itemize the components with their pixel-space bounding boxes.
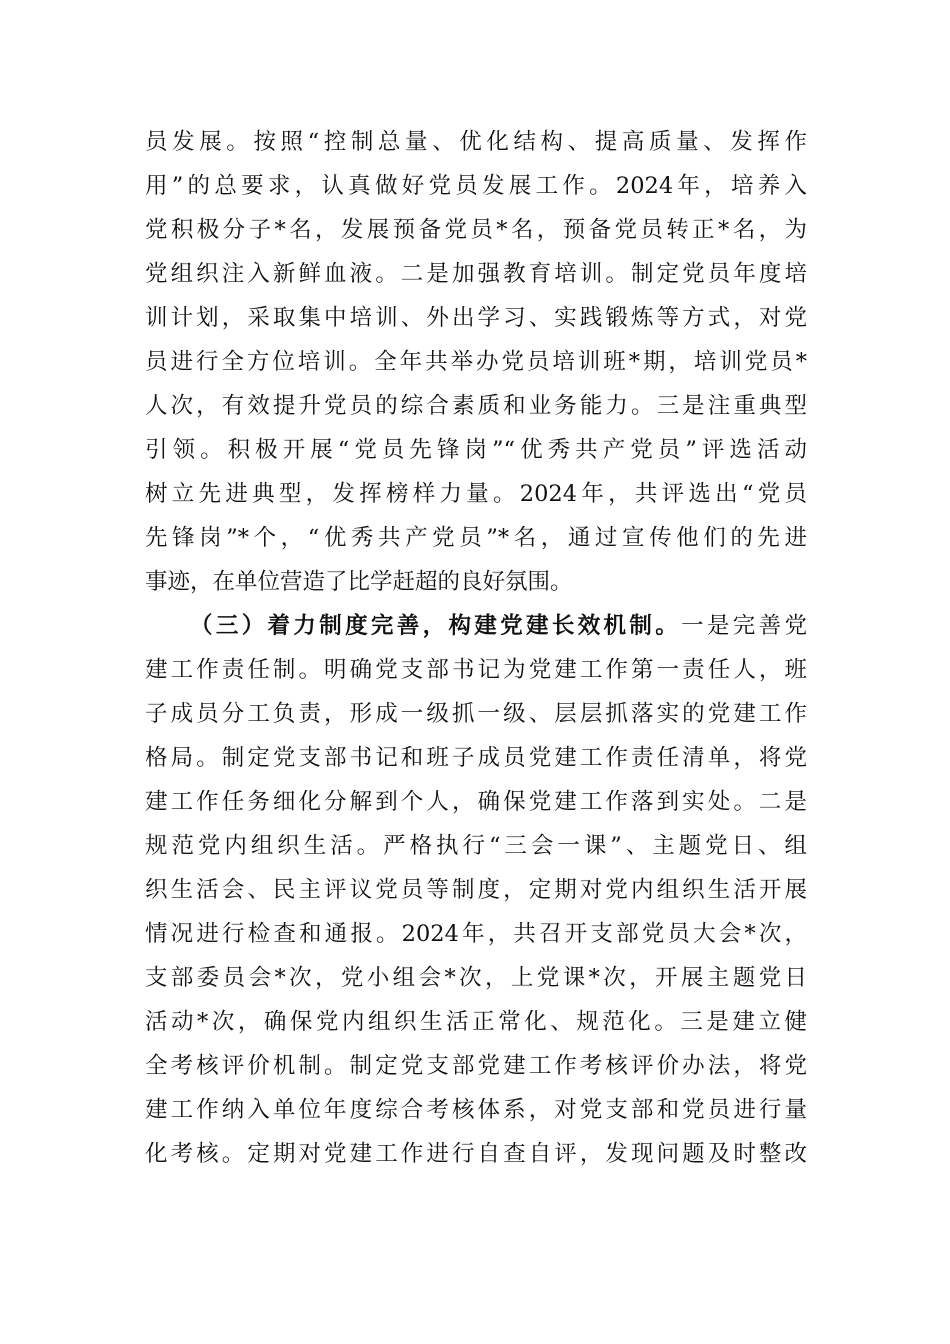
text-line: 人次，有效提升党员的综合素质和业务能力。三是注重典型 (145, 393, 807, 419)
text-line: 用”的总要求，认真做好党员发展工作。2024年，培养入 (145, 173, 807, 199)
text-line: 引领。积极开展“党员先锋岗”“优秀共产党员”评选活动 (145, 437, 807, 463)
text-line: 党组织注入新鲜血液。二是加强教育培训。制定党员年度培 (145, 261, 807, 287)
section-heading: （三）着力制度完善，构建党建长效机制。 (190, 613, 682, 639)
text-line: 建工作责任制。明确党支部书记为党建工作第一责任人，班 (145, 657, 807, 683)
document-body (145, 120, 807, 1176)
text-line: 事迹，在单位营造了比学赶超的良好氛围。 (145, 569, 573, 595)
text-line: 织生活会、民主评议党员等制度，定期对党内组织生活开展 (145, 877, 807, 903)
text-line: 情况进行检查和通报。2024年，共召开支部党员大会*次， (145, 921, 807, 947)
text-line: 活动*次，确保党内组织生活正常化、规范化。三是建立健 (145, 1009, 807, 1035)
text-line: 建工作任务细化分解到个人，确保党建工作落到实处。二是 (145, 789, 807, 815)
text-line: 全考核评价机制。制定党支部党建工作考核评价办法，将党 (145, 1053, 807, 1079)
section-heading-line (145, 604, 807, 648)
text-line: 化考核。定期对党建工作进行自查自评，发现问题及时整改 (145, 1141, 807, 1167)
text-line: 格局。制定党支部书记和班子成员党建工作责任清单，将党 (145, 745, 807, 771)
text-line: 党积极分子*名，发展预备党员*名，预备党员转正*名，为 (145, 217, 807, 243)
text-line: 先锋岗”*个，“优秀共产党员”*名，通过宣传他们的先进 (145, 525, 807, 551)
section-heading-rest: 一是完善党 (681, 613, 807, 639)
text-line: 训计划，采取集中培训、外出学习、实践锻炼等方式，对党 (145, 305, 807, 331)
text-line: 子成员分工负责，形成一级抓一级、层层抓落实的党建工作 (145, 701, 807, 727)
text-line: 树立先进典型，发挥榜样力量。2024年，共评选出“党员 (145, 481, 807, 507)
text-line: 员发展。按照“控制总量、优化结构、提高质量、发挥作 (145, 129, 807, 155)
text-line: 支部委员会*次，党小组会*次，上党课*次，开展主题党日 (145, 965, 807, 991)
text-line: 员进行全方位培训。全年共举办党员培训班*期，培训党员* (145, 349, 807, 375)
text-line: 建工作纳入单位年度综合考核体系，对党支部和党员进行量 (145, 1097, 807, 1123)
text-line: 规范党内组织生活。严格执行“三会一课”、主题党日、组 (145, 833, 807, 859)
